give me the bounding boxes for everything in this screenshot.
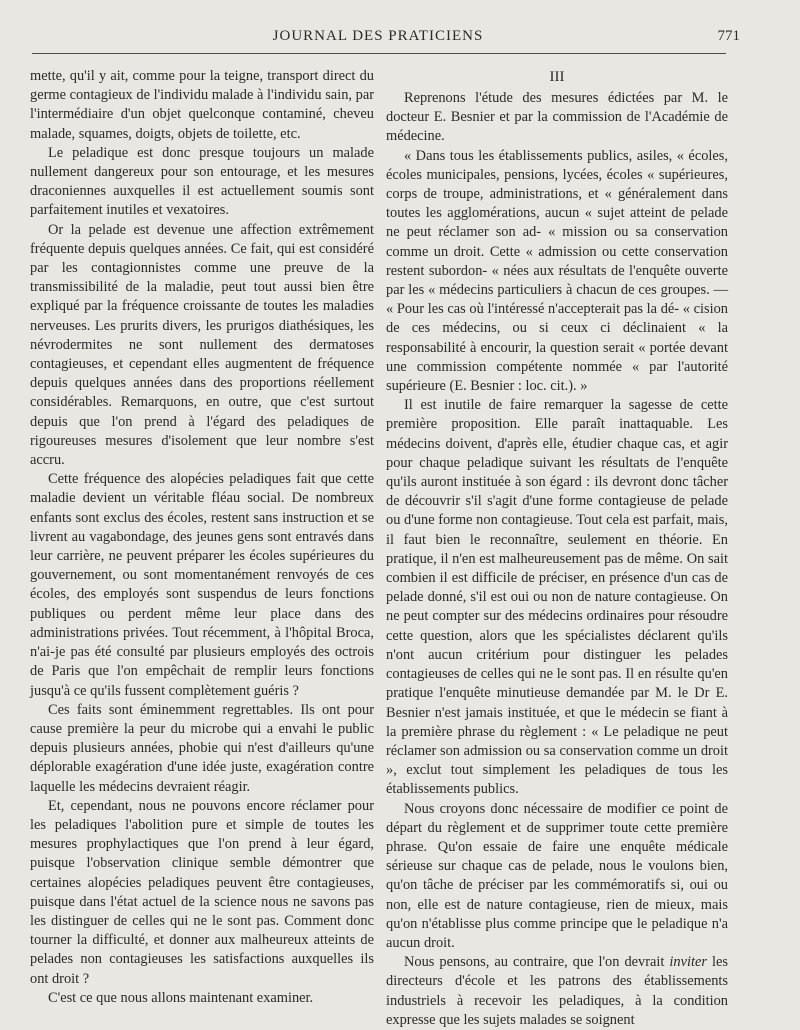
paragraph: Ces faits sont éminemment regrettables. Ils ont pour cause première la peur du microbe qui a envahi le public depuis plusieurs années, phobie qui n'est d'ailleurs qu'une déplorable exagération d'une idée juste, exagération contre laquelle les médecins devraient réagir. — [30, 701, 374, 795]
paragraph: Le peladique est donc presque toujours un malade nullement dangereux pour son entourage, et les mesures draconiennes auxquelles il est actuellement soumis sont parfaitement inutiles et vexatoires. — [30, 144, 374, 219]
text-run: les directeurs d'école et les patrons des établissements industriels à recevoir les peladiques, à la condition expresse que les sujets malades se soignent — [386, 954, 728, 1028]
emphasis: inviter — [669, 954, 707, 971]
paragraph: C'est ce que nous allons maintenant examiner. — [48, 989, 314, 1006]
paragraph: Cette fréquence des alopécies peladiques fait que cette maladie devient un véritable fléau social. De nombreux enfants sont exclus des écoles, restent sans instruction et se livrent au vagabondage, des jeunes gens sont entravés dans leur carrière, ne peuvent préparer les écoles supérieures du gouvernement, ou sont momentanément renvoyés de ces écoles, des employés sont suspendus de leurs fonctions publiques ou perdent même leur place dans des administrations privées. Tout récemment, à l'hôpital Broca, n'ai-je pas été consulté par plusieurs employés des octrois de Paris que l'on empêchait de remplir leurs fonctions jusqu'à ce qu'ils fussent complètement guéris ? — [30, 471, 374, 699]
paragraph: mette, qu'il y ait, comme pour la teigne, transport direct du germe contagieux de l'individu malade à l'individu sain, par l'intermédiaire d'un objet quelconque contaminé, cheveu malade, squames, doigts, objets de toilette, etc. — [30, 68, 374, 142]
paragraph: Nous croyons donc nécessaire de modifier ce point de départ du règlement et de supprimer toute cette première phrase. Qu'on essaie de faire une enquête médicale sérieuse sur chaque cas de pelade, nous le voulons bien, qu'on tâche de préciser par les commémoratifs si, oui ou non, elle est de nature contagieuse, rien de mieux, mais qu'on n'établisse plus comme principe que le peladique n'a aucun droit. — [386, 800, 728, 951]
paragraph: Reprenons l'étude des mesures édictées par M. le docteur E. Besnier et par la commission de l'Académie de médecine. — [386, 90, 728, 145]
header-rule — [32, 53, 726, 54]
paragraph — [386, 953, 728, 1030]
block-quote: « Dans tous les établissements publics, asiles, « écoles, écoles municipales, pensions, lycées, écoles « supérieures, corps de troupe, administrations, et « généralement dans toutes les agglomérations, aucun « sujet atteint de pelade ne peut réclamer son ad- « mission ou sa conservation comme un droit. Cette « admission ou cette conservation restent subordon- « nées aux résultats de l'enquête ouverte par les « médecins particuliers à chacun de ces groupes. — « Pour les cas où l'intéressé n'accepterait pas la dé- « cision de ces médecins, ou si ceux ci déclinaient « la responsabilité à encourir, la question serait « portée devant une commission compétente nommée « par l'autorité supérieure (E. Besnier : loc. cit.). » — [386, 147, 728, 395]
page-number: 771 — [717, 28, 740, 44]
running-header — [30, 28, 740, 50]
text-run: Nous pensons, au contraire, que l'on devrait — [404, 954, 670, 971]
paragraph: Or la pelade est devenue une affection extrêmement fréquente depuis quelques années. Ce fait, qui est considéré par les contagionnistes comme une preuve de la transmissibilité de la maladie, peut tout aussi bien être expliqué par la fréquence croissante de toutes les maladies nerveuses. Les prurits divers, les prurigos diathésiques, les névrodermites ne sont nullement des dermatoses contagieuses, et cependant elles augmentent de fréquence depuis quelques années dans des proportions réellement considérables. Remarquons, en outre, que c'est surtout depuis que l'on prend à l'égard des peladiques de rigoureuses mesures d'isolement que leur nombre s'est accru. — [30, 221, 374, 469]
paragraph: Et, cependant, nous ne pouvons encore réclamer pour les peladiques l'abolition pure et simple de toutes les mesures prophylactiques que l'on prend à leur égard, puisque l'observation clinique semble démontrer que certaines alopécies peladiques peuvent être contagieuses, puisque dans l'état actuel de la science nous ne savons pas les distinguer de celles qui ne le sont pas. Comment donc tourner la difficulté, et donner aux malheureux atteints de pelades non contagieuses les satisfactions auxquelles ils ont droit ? — [30, 797, 374, 987]
left-column — [30, 67, 374, 1008]
journal-title: JOURNAL DES PRATICIENS — [272, 28, 484, 44]
paragraph: Il est inutile de faire remarquer la sagesse de cette première proposition. Elle paraît inattaquable. Les médecins doivent, d'après elle, étudier chaque cas, et agir pour chaque peladique suivant les résultats de l'enquête qu'ils auront instituée à son égard : ils devront donc tâcher de découvrir s'il s'agit d'une forme contagieuse de pelade ou d'une forme non contagieuse. Tout cela est parfait, mais, il faut bien le reconnaître, seulement en théorie. En pratique, il n'en est malheureusement pas de même. On sait combien il est difficile de préciser, en présence d'un cas de pelade donné, s'il est oui ou non de nature contagieuse. On ne peut compter sur des médecins ordinaires pour résoudre cette question, alors que les spécialistes déclarent qu'ils n'ont aucun critérium pour distinguer les pelades contagieuses de celles qui ne le sont pas. Il en résulte qu'en pratique l'enquête minutieuse demandée par M. le Dr E. Besnier n'est jamais instituée, et que le médecin se fiant à la première phrase du règlement : « Le peladique ne peut réclamer son admission ou sa conservation comme un droit », exclut tout simplement les peladiques de tous les établissements publics. — [386, 397, 728, 798]
section-number: III — [549, 69, 565, 85]
right-column — [386, 67, 728, 1030]
